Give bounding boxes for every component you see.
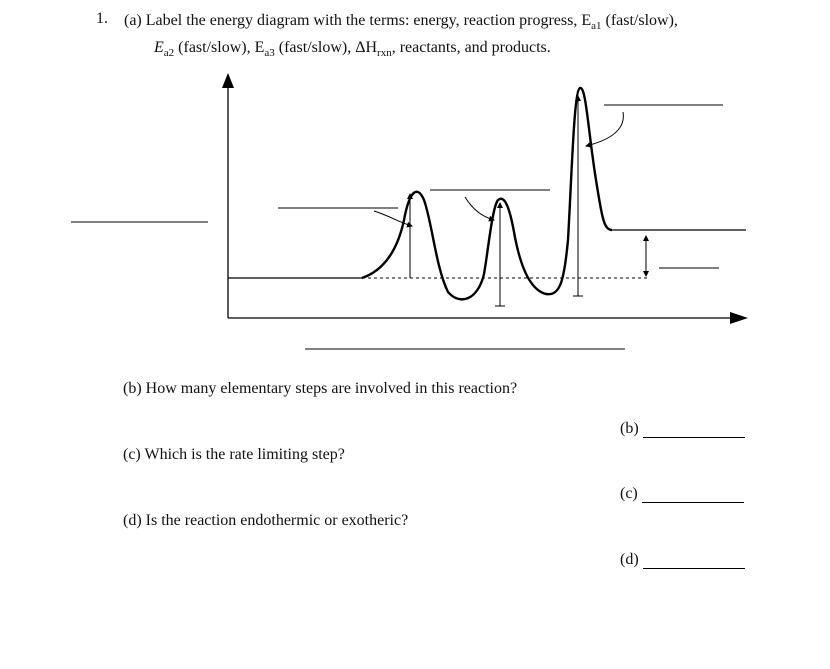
x-axis-arrowhead bbox=[730, 312, 748, 324]
answer-b bbox=[620, 420, 745, 438]
y-axis-arrowhead bbox=[222, 73, 234, 88]
question-part-c: (c) Which is the rate limiting step? bbox=[123, 446, 345, 463]
ea1-subscript: a1 bbox=[591, 20, 602, 33]
part-a-text-1-end: (fast/slow), bbox=[601, 12, 678, 29]
answer-d-label: (d) bbox=[620, 551, 639, 568]
ea2-leader-arrow bbox=[465, 197, 494, 220]
part-a-line-2: $E_{a2}$ (fast/slow), $E_{a3}$ (fast/slow), $\Delta H_{rxn}$, reactants, and products. bbox=[154, 39, 551, 60]
part-a-label: (a) bbox=[124, 12, 142, 29]
answer-c-blank[interactable] bbox=[642, 488, 744, 503]
rxn-subscript: rxn bbox=[377, 47, 392, 60]
question-part-b: (b) How many elementary steps are involved in this reaction? bbox=[123, 380, 518, 397]
energy-curve bbox=[362, 88, 612, 299]
question-number: 1. bbox=[96, 10, 108, 27]
part-a-text-2-end: , reactants, and products. bbox=[391, 39, 551, 57]
answer-b-blank[interactable] bbox=[643, 423, 745, 438]
answer-c bbox=[620, 485, 744, 503]
ea2-subscript: a2 bbox=[163, 47, 175, 60]
part-a-text-1: Label the energy diagram with the terms: energy, reaction progress, E bbox=[145, 12, 592, 29]
ea3-subscript: a3 bbox=[264, 47, 275, 60]
question-part-d: (d) Is the reaction endothermic or exotheric? bbox=[123, 512, 409, 529]
ea3-text: (fast/slow), ΔH bbox=[274, 39, 378, 57]
ea2-text: (fast/slow), E bbox=[174, 39, 265, 57]
answer-d bbox=[620, 551, 745, 569]
answer-b-label: (b) bbox=[620, 420, 639, 437]
answer-d-blank[interactable] bbox=[643, 554, 745, 569]
answer-c-label: (c) bbox=[620, 485, 638, 502]
